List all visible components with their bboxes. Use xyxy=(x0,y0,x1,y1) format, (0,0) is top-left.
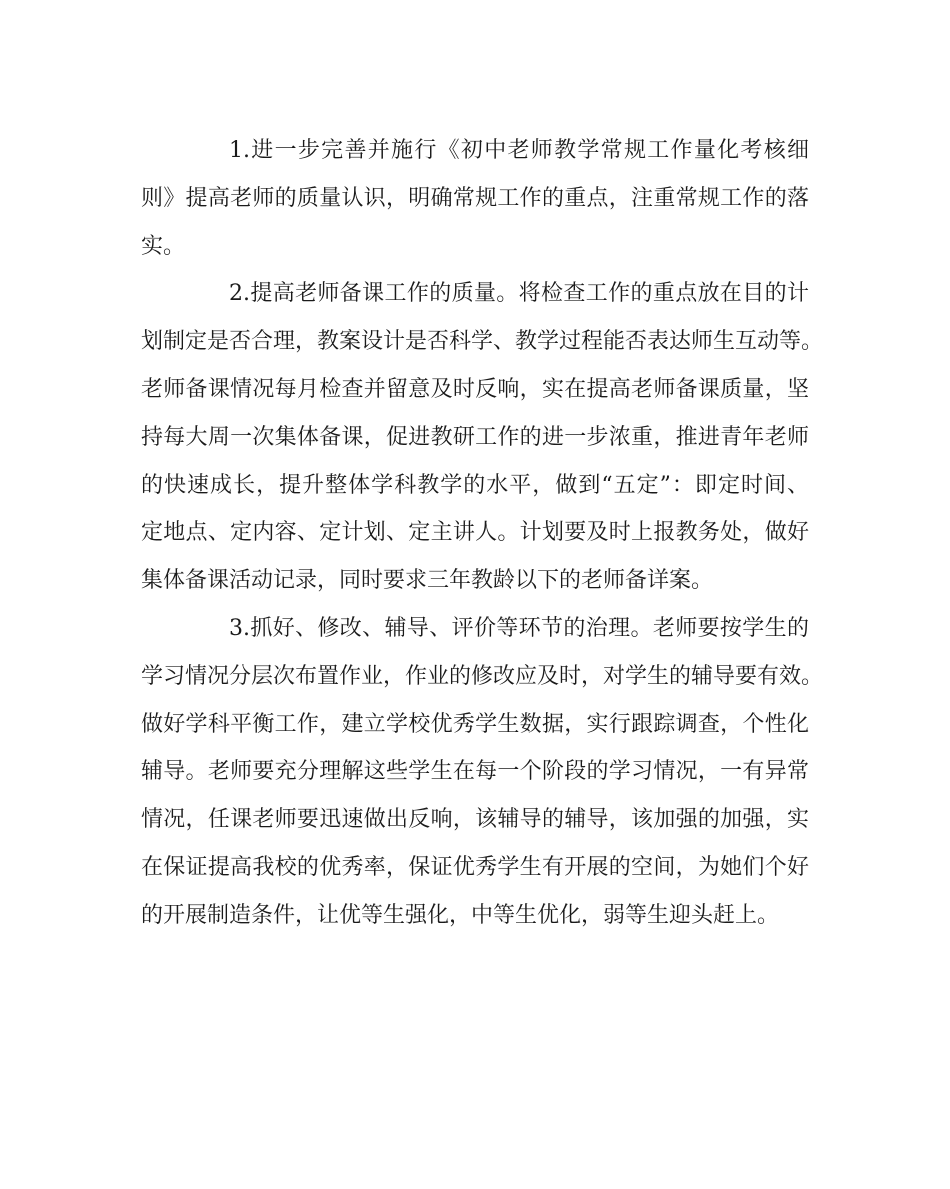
paragraph-2-line-4: 持每大周一次集体备课，促进教研工作的进一步浓重，推进青年老师 xyxy=(141,424,809,450)
paragraph-3-line-4: 辅导。老师要充分理解这些学生在每一个阶段的学习情况，一有异常 xyxy=(141,759,809,785)
paragraph-3-line-2: 学习情况分层次布置作业，作业的修改应及时，对学生的辅导要有效。 xyxy=(141,663,824,689)
paragraph-3-line-1: 3.抓好、修改、辅导、评价等环节的治理。老师要按学生的 xyxy=(229,615,809,641)
paragraph-3-line-5: 情况，任课老师要迅速做出反响，该辅导的辅导，该加强的加强，实 xyxy=(141,807,809,833)
paragraph-2-line-7: 集体备课活动记录，同时要求三年教龄以下的老师备详案。 xyxy=(141,568,714,594)
paragraph-2-line-1: 2.提高老师备课工作的质量。将检查工作的重点放在目的计 xyxy=(229,281,809,307)
paragraph-2-line-3: 老师备课情况每月检查并留意及时反响，实在提高老师备课质量，坚 xyxy=(141,376,809,402)
paragraph-1-line-2: 则》提高老师的质量认识，明确常规工作的重点，注重常规工作的落 xyxy=(141,185,809,211)
paragraph-1-line-3: 实。 xyxy=(141,233,186,259)
paragraph-2-line-5: 的快速成长，提升整体学科教学的水平，做到“五定”：即定时间、 xyxy=(141,472,809,498)
paragraph-2-line-6: 定地点、定内容、定计划、定主讲人。计划要及时上报教务处，做好 xyxy=(141,520,809,546)
paragraph-3-line-6: 在保证提高我校的优秀率，保证优秀学生有开展的空间，为她们个好 xyxy=(141,854,809,880)
paragraph-3-line-7: 的开展制造条件，让优等生强化，中等生优化，弱等生迎头赶上。 xyxy=(141,902,780,928)
paragraph-1-line-1: 1.进一步完善并施行《初中老师教学常规工作量化考核细 xyxy=(229,138,809,163)
document-body xyxy=(141,127,824,940)
paragraph-2-line-2: 划制定是否合理，教案设计是否科学、教学过程能否表达师生互动等。 xyxy=(141,329,824,355)
paragraph-3-line-3: 做好学科平衡工作，建立学校优秀学生数据，实行跟踪调查，个性化 xyxy=(141,711,809,737)
